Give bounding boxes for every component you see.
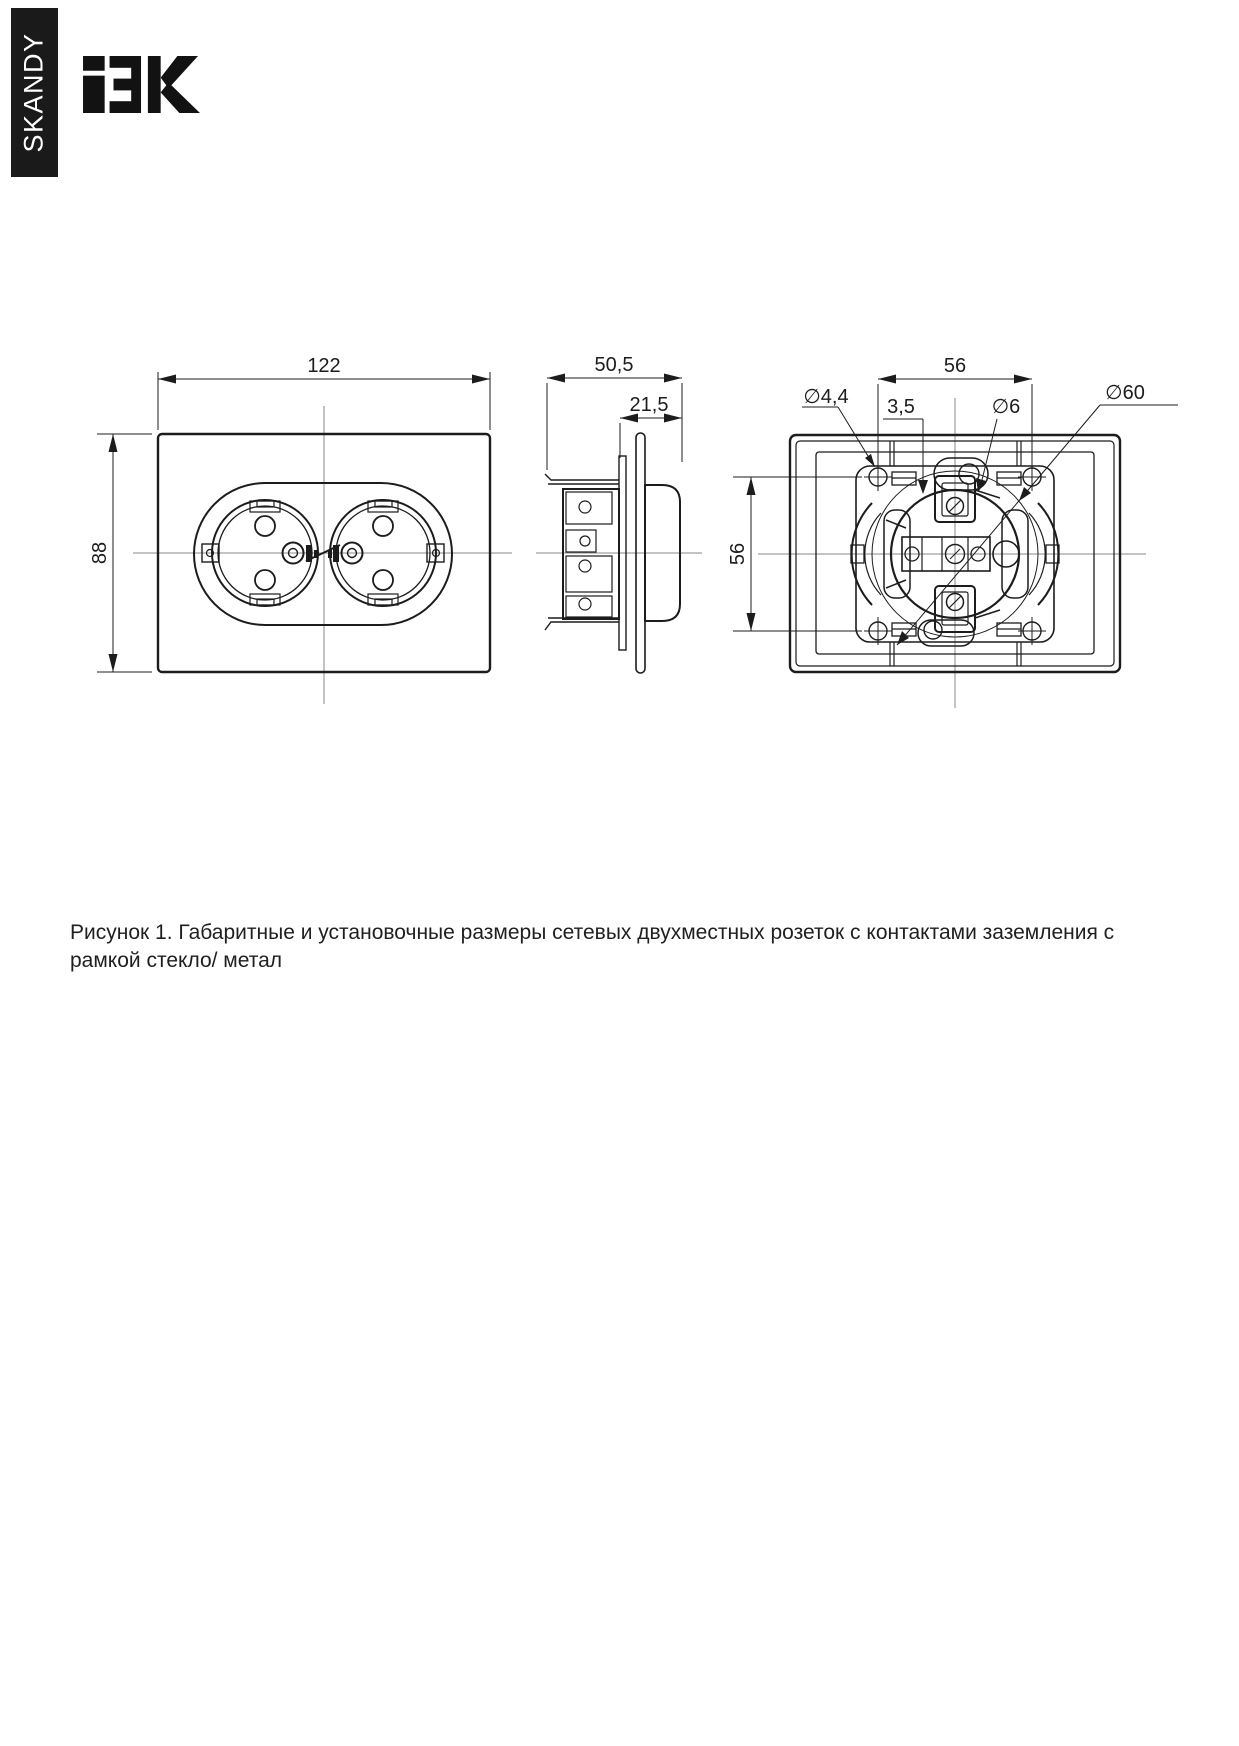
dim-label-screw-dia: ∅4,4 [803, 386, 849, 408]
right-socket-pin-hole-bottom [373, 570, 393, 590]
leader-screw-dia [802, 386, 875, 467]
left-socket-pin-hole-bottom [255, 570, 275, 590]
skandy-banner-label: SKANDY [19, 32, 50, 153]
figure-caption [70, 919, 1190, 975]
left-socket-pin-hole-top [255, 516, 275, 536]
technical-drawing [0, 0, 1239, 760]
dim-label-side-protrusion: 21,5 [629, 394, 669, 416]
dim-label-slot-width: 3,5 [887, 396, 915, 418]
dim-label-back-spacing-v: 56 [727, 542, 749, 566]
dim-label-wire-hole-dia: ∅6 [991, 396, 1021, 418]
side-view [536, 354, 702, 673]
side-support-lip-top [545, 474, 619, 484]
back-view [727, 355, 1178, 708]
figure-caption-line1: Рисунок 1. Габаритные и установочные размеры сетевых двухместных розеток с контактами заземления с [70, 921, 1115, 944]
figure-caption-line2: рамкой стекло/ метал [70, 949, 283, 972]
side-mechanism-claws [566, 492, 612, 617]
dim-label-front-height: 88 [89, 541, 111, 565]
dim-label-box-dia: ∅60 [1105, 382, 1145, 404]
front-view [89, 355, 512, 704]
dim-label-side-depth: 50,5 [594, 354, 634, 376]
dim-side-protrusion [620, 394, 682, 458]
leader-box-dia [897, 382, 1178, 645]
dim-label-front-width: 122 [307, 355, 341, 377]
dim-label-back-spacing-h: 56 [943, 355, 967, 377]
right-socket-pin-hole-top [373, 516, 393, 536]
